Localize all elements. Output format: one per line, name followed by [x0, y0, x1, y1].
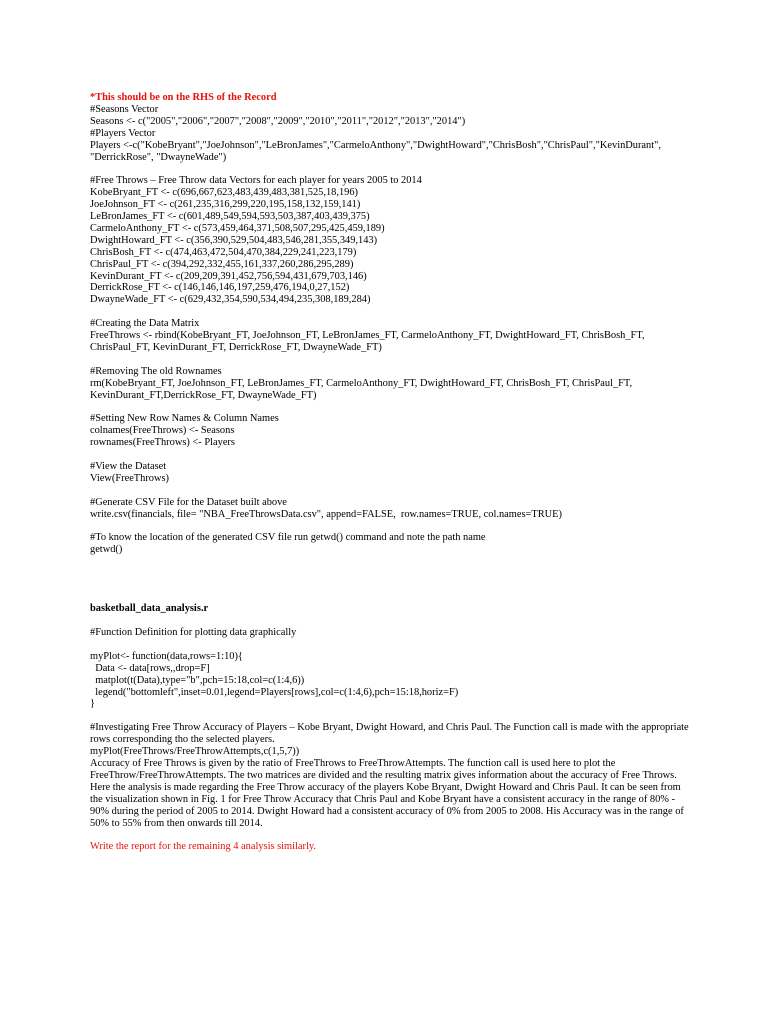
- code-colnames: colnames(FreeThrows) <- Seasons: [90, 425, 235, 437]
- comment-investigating: #Investigating Free Throw Accuracy of Players – Kobe Bryant, Dwight Howard, and Chris Paul. The Function call is made with the appropriate rows corresponding tho the selected players.: [90, 722, 689, 746]
- code-line: ChrisBosh_FT <- c(474,463,472,504,470,384,229,241,223,179): [90, 246, 357, 258]
- rhs-note: *This should be on the RHS of the Record: [90, 92, 277, 103]
- code-line: DerrickRose_FT <- c(146,146,146,197,259,476,194,0,27,152): [90, 282, 350, 294]
- code-write-csv: write.csv(financials, file= "NBA_FreeThrowsData.csv", append=FALSE, row.names=TRUE, col.names=TRUE): [90, 508, 562, 520]
- comment-remove-rownames: #Removing The old Rownames: [90, 365, 222, 377]
- code-line: JoeJohnson_FT <- c(261,235,316,299,220,195,158,132,159,141): [90, 199, 361, 211]
- code-line: KevinDurant_FT <- c(209,209,391,452,756,594,431,679,703,146): [90, 270, 367, 282]
- comment-view: #View the Dataset: [90, 461, 167, 473]
- code-view: View(FreeThrows): [90, 472, 170, 484]
- code-rm: rm(KobeBryant_FT, JoeJohnson_FT, LeBronJames_FT, CarmeloAnthony_FT, DwightHoward_FT, ChrisBosh_FT, ChrisPaul_FT, KevinDurant_FT,DerrickRose_FT, DwayneWade_FT): [90, 377, 633, 401]
- code-seasons: Seasons <- c("2005","2006","2007","2008","2009","2010","2011","2012","2013","2014"): [90, 115, 466, 127]
- code-myplot-call: myPlot(FreeThrows/FreeThrowAttempts,c(1,5,7)): [90, 746, 300, 758]
- code-line: DwightHoward_FT <- c(356,390,529,504,483,546,281,355,349,143): [90, 234, 378, 246]
- comment-data-matrix: #Creating the Data Matrix: [90, 318, 200, 330]
- code-line: CarmeloAnthony_FT <- c(573,459,464,371,508,507,295,425,459,189): [90, 222, 385, 234]
- comment-seasons: #Seasons Vector: [90, 103, 159, 115]
- analysis-paragraph: Accuracy of Free Throws is given by the ratio of FreeThrows to FreeThrowAttempts. The function call is used here to plot the FreeThrow/FreeThrowAttempts. The two matrices are divided and the resulting matrix gives information about the accuracy of Free Throws. Here the analysis is made regarding the Free Throw accuracy of the players Kobe Bryant, Dwight Howard and Chris Paul. It can be seen from the visualization shown in Fig. 1 for Free Throw Accuracy that Chris Paul and Kobe Bryant have a consistent accuracy in the range of 80% - 90% during the period of 2005 to 2014. Dwight Howard had a consistent accuracy of 0% from 2005 to 2008. His Accuracy was in the range of 50% to 55% from then onwards till 2014.: [90, 757, 684, 829]
- document-page: [90, 92, 690, 853]
- instruction-note: Write the report for the remaining 4 analysis similarly.: [90, 841, 316, 853]
- comment-csv: #Generate CSV File for the Dataset built above: [90, 496, 287, 508]
- code-getwd: getwd(): [90, 544, 123, 556]
- comment-set-names: #Setting New Row Names & Column Names: [90, 413, 279, 425]
- comment-free-throws: #Free Throws – Free Throw data Vectors for each player for years 2005 to 2014: [90, 175, 422, 187]
- code-rownames: rownames(FreeThrows) <- Players: [90, 437, 235, 449]
- code-line: LeBronJames_FT <- c(601,489,549,594,593,503,387,403,439,375): [90, 211, 370, 223]
- code-line: Data <- data[rows,,drop=F]: [90, 662, 210, 674]
- code-rbind: FreeThrows <- rbind(KobeBryant_FT, JoeJohnson_FT, LeBronJames_FT, CarmeloAnthony_FT, DwightHoward_FT, ChrisBosh_FT, ChrisPaul_FT, KevinDurant_FT, DerrickRose_FT, DwayneWade_FT): [90, 330, 645, 353]
- code-line: KobeBryant_FT <- c(696,667,623,483,439,483,381,525,18,196): [90, 187, 359, 199]
- comment-function-def: #Function Definition for plotting data graphically: [90, 627, 297, 639]
- file-heading: basketball_data_analysis.r: [90, 603, 209, 615]
- comment-getwd: #To know the location of the generated CSV file run getwd() command and note the path name: [90, 532, 486, 544]
- code-line: }: [90, 698, 95, 710]
- code-players: Players <-c("KobeBryant","JoeJohnson","LeBronJames","CarmeloAnthony","DwightHoward","ChrisBosh","ChrisPaul","KevinDurant", "DerrickRose", "DwayneWade"): [90, 139, 661, 163]
- code-line: legend("bottomleft",inset=0.01,legend=Players[rows],col=c(1:4,6),pch=15:18,horiz=F): [90, 686, 459, 698]
- code-line: ChrisPaul_FT <- c(394,292,332,455,161,337,260,286,295,289): [90, 258, 354, 270]
- code-line: DwayneWade_FT <- c(629,432,354,590,534,494,235,308,189,284): [90, 294, 371, 306]
- code-line: matplot(t(Data),type="b",pch=15:18,col=c(1:4,6)): [90, 674, 305, 686]
- comment-players: #Players Vector: [90, 127, 156, 139]
- code-line: myPlot<- function(data,rows=1:10){: [90, 650, 243, 662]
